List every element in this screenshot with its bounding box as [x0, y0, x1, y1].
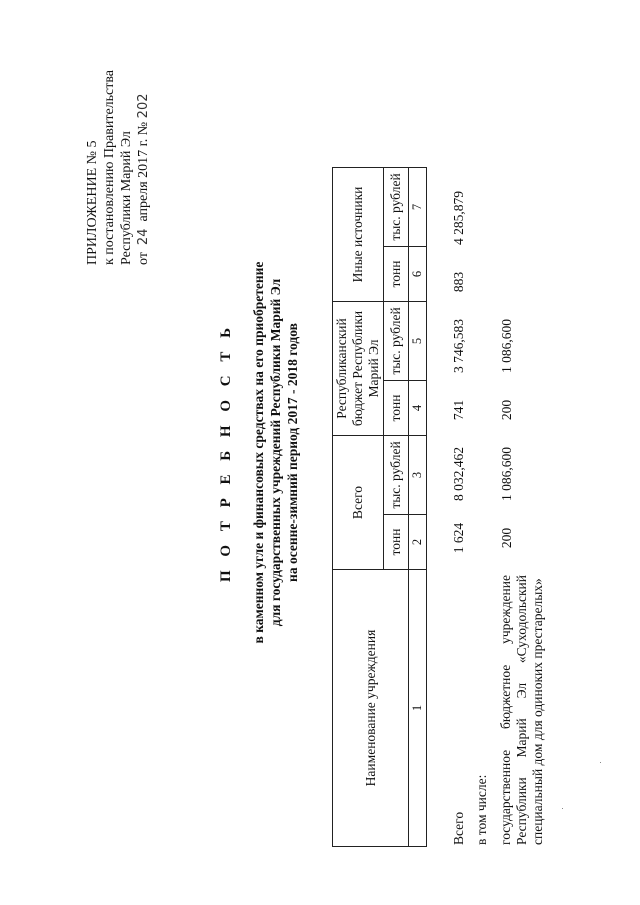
col-number: 3 — [409, 436, 427, 515]
scan-speck — [562, 808, 563, 809]
institution-name: государственное бюджетное учреждение Республики Марий Эл «Суходольский специальный дом для одиноких престарелых» — [498, 575, 545, 845]
subtitle-line-2: для государственных учреждений Республики Марий Эл — [268, 278, 283, 627]
institution-total-tons: 200 — [499, 527, 514, 549]
table-header-row — [333, 168, 384, 847]
col-number: 2 — [409, 515, 427, 570]
institution-budget-tons: 200 — [499, 399, 514, 421]
budget-rub: 3 746,583 — [451, 319, 466, 373]
appendix-date-line — [135, 70, 152, 265]
subtitle-line-3: на осенне-зимний период 2017 - 2018 годов — [285, 323, 300, 582]
budget-tons: 741 — [451, 399, 466, 421]
col-number: 5 — [409, 302, 427, 381]
table-number-row — [409, 168, 427, 847]
header-total: Всего — [333, 436, 384, 570]
unit-rub: тыс. рублей — [384, 168, 409, 247]
date-prefix: от — [136, 252, 151, 265]
decree-number: 202 — [136, 93, 151, 119]
scan-speck — [600, 762, 601, 763]
unit-rub: тыс. рублей — [384, 436, 409, 515]
institution-budget-rub: 1 086,600 — [499, 319, 514, 373]
total-row-label: Всего — [451, 811, 466, 845]
header-republic-budget: Республиканский бюджет Республики Марий Эл — [333, 302, 384, 436]
appendix-header — [84, 70, 152, 265]
unit-tons: тонн — [384, 247, 409, 302]
date-rest: апреля 2017 г. № — [136, 121, 151, 222]
unit-rub: тыс. рублей — [384, 302, 409, 381]
appendix-title: ПРИЛОЖЕНИЕ № 5 — [85, 140, 100, 265]
appendix-reference: к постановлению Правительства — [102, 69, 117, 265]
unit-tons: тонн — [384, 381, 409, 436]
page-title: П О Т Р Е Б Н О С Т Ь — [218, 323, 234, 583]
appendix-republic: Республики Марий Эл — [119, 131, 134, 265]
institution-total-rub: 1 086,600 — [499, 447, 514, 501]
page-subtitle — [250, 0, 301, 905]
header-institution-name: Наименование учреждения — [333, 570, 409, 847]
unit-tons: тонн — [384, 515, 409, 570]
col-number: 1 — [409, 570, 427, 847]
col-number: 7 — [409, 168, 427, 247]
including-label: в том числе: — [474, 774, 489, 845]
header-other-sources: Иные источники — [333, 168, 384, 302]
col-number: 6 — [409, 247, 427, 302]
other-tons: 883 — [451, 271, 466, 293]
subtitle-line-1: в каменном угле и финансовых средствах на его приобретение — [251, 261, 266, 644]
date-day: 24 — [136, 228, 151, 246]
other-rub: 4 285,879 — [451, 191, 466, 245]
needs-table — [332, 167, 427, 847]
total-rub: 8 032,462 — [451, 447, 466, 501]
col-number: 4 — [409, 381, 427, 436]
total-tons: 1 624 — [451, 522, 466, 554]
